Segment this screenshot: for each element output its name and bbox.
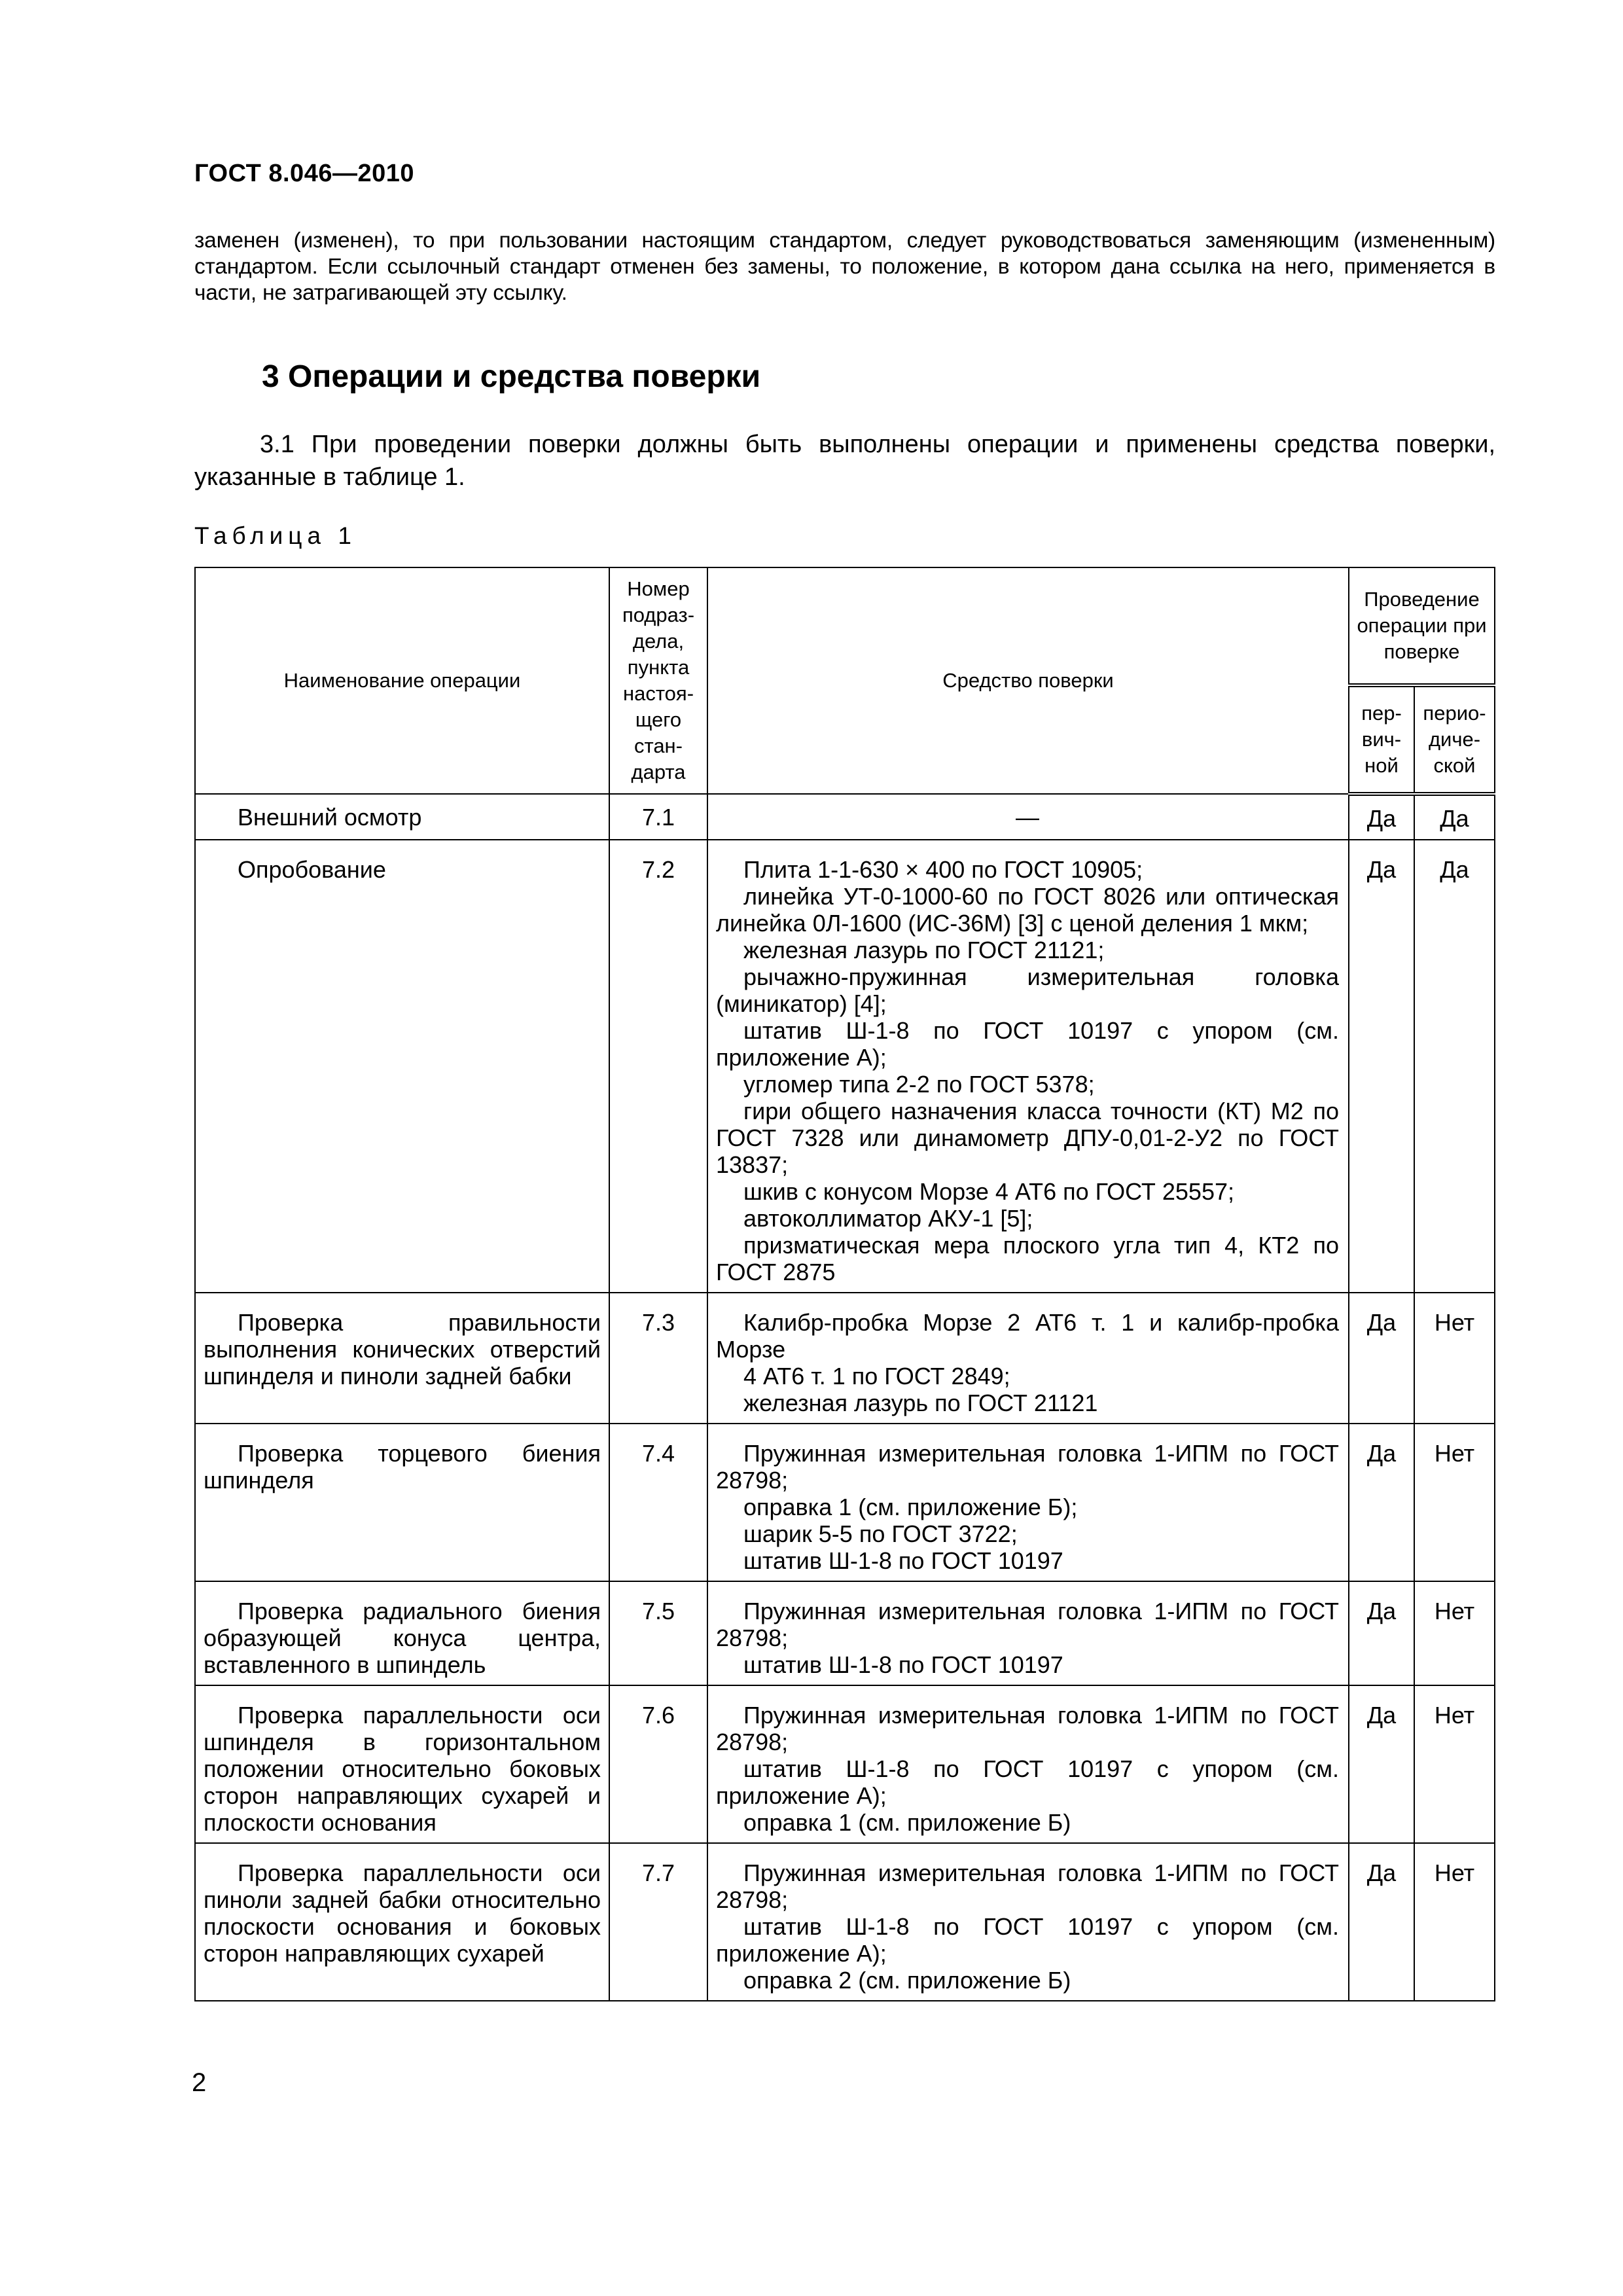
operation-text: Проверка параллельности оси пиноли задней бабки относительно плоскости основания и боковых сторон направляющих сухарей xyxy=(204,1859,601,1967)
header-conduct: Проведение операции при поверке xyxy=(1349,567,1495,685)
means-item: Калибр-пробка Морзе 2 АТ6 т. 1 и калибр-пробка Морзе xyxy=(716,1309,1339,1363)
cell-number: 7.4 xyxy=(609,1424,707,1581)
table-row xyxy=(195,794,1495,840)
means-item: шарик 5-5 по ГОСТ 3722; xyxy=(743,1520,1018,1547)
means-item: линейка УТ-0-1000-60 по ГОСТ 8026 или оптическая линейка 0Л-1600 (ИС-36М) [3] с ценой деления 1 мкм; xyxy=(716,883,1339,937)
cell-means xyxy=(707,1843,1349,2001)
cell-operation xyxy=(195,1843,609,2001)
section-paragraph-text: 3.1 При проведении поверки должны быть выполнены операции и применены средства поверки, указанные в таблице 1. xyxy=(194,431,1495,491)
means-item: штатив Ш-1-8 по ГОСТ 10197 xyxy=(743,1547,1063,1574)
cell-operation xyxy=(195,1293,609,1424)
table-row xyxy=(195,1685,1495,1843)
cell-number: 7.6 xyxy=(609,1685,707,1843)
table-row xyxy=(195,1424,1495,1581)
operation-text: Проверка радиального биения образующей конуса центра, вставленного в шпиндель xyxy=(204,1598,601,1678)
means-item: железная лазурь по ГОСТ 21121; xyxy=(743,937,1105,963)
means-item: штатив Ш-1-8 по ГОСТ 10197 с упором (см. приложение А); xyxy=(716,1017,1339,1071)
cell-means xyxy=(707,794,1349,840)
cell-periodic: Нет xyxy=(1414,1685,1495,1843)
means-item: шкив с конусом Морзе 4 АТ6 по ГОСТ 25557; xyxy=(743,1178,1234,1205)
cell-primary: Да xyxy=(1349,1424,1414,1581)
means-item: Плита 1-1-630 × 400 по ГОСТ 10905; xyxy=(743,856,1143,883)
cell-primary: Да xyxy=(1349,1685,1414,1843)
cell-means xyxy=(707,1424,1349,1581)
cell-operation xyxy=(195,840,609,1293)
means-item: Пружинная измерительная головка 1-ИПМ по ГОСТ 28798; xyxy=(716,1598,1339,1651)
means-item: штатив Ш-1-8 по ГОСТ 10197 с упором (см. приложение А); xyxy=(716,1755,1339,1809)
header-periodic: перио- диче- ской xyxy=(1414,685,1495,794)
means-item: оправка 2 (см. приложение Б) xyxy=(743,1967,1071,1994)
cell-number: 7.7 xyxy=(609,1843,707,2001)
cell-periodic: Нет xyxy=(1414,1293,1495,1424)
means-item: Пружинная измерительная головка 1-ИПМ по ГОСТ 28798; xyxy=(716,1702,1339,1755)
table-row xyxy=(195,840,1495,1293)
means-item: оправка 1 (см. приложение Б) xyxy=(743,1809,1071,1836)
operation-text: Опробование xyxy=(238,856,386,883)
table-row xyxy=(195,1581,1495,1685)
means-item: гири общего назначения класса точности (КТ) M2 по ГОСТ 7328 или динамометр ДПУ-0,01-2-У2 по ГОСТ 13837; xyxy=(716,1098,1339,1178)
header-number: Номер подраз- дела, пункта настоя- щего стан- дарта xyxy=(609,567,707,794)
means-item: — xyxy=(1016,804,1039,831)
cell-periodic: Нет xyxy=(1414,1843,1495,2001)
cell-primary: Да xyxy=(1349,794,1414,840)
cell-operation xyxy=(195,1685,609,1843)
intro-paragraph xyxy=(194,228,1495,306)
means-item: призматическая мера плоского угла тип 4, КТ2 по ГОСТ 2875 xyxy=(716,1232,1339,1285)
table-caption: Таблица 1 xyxy=(194,522,357,549)
table-row xyxy=(195,1843,1495,2001)
cell-number: 7.1 xyxy=(609,794,707,840)
cell-number: 7.3 xyxy=(609,1293,707,1424)
page-number: 2 xyxy=(192,2068,207,2097)
cell-periodic: Да xyxy=(1414,794,1495,840)
cell-means xyxy=(707,840,1349,1293)
header-primary: пер- вич- ной xyxy=(1349,685,1414,794)
means-item: оправка 1 (см. приложение Б); xyxy=(743,1494,1078,1520)
operation-text: Проверка правильности выполнения конических отверстий шпинделя и пиноли задней бабки xyxy=(204,1309,601,1390)
intro-text: заменен (изменен), то при пользовании настоящим стандартом, следует руководствоваться заменяющим (измененным) стандартом. Если ссылочный стандарт отменен без замены, то положение, в котором дана ссылка на него, применяется в части, не затрагивающей эту ссылку. xyxy=(194,228,1495,305)
operation-text: Проверка торцевого биения шпинделя xyxy=(204,1440,601,1494)
means-item: Пружинная измерительная головка 1-ИПМ по ГОСТ 28798; xyxy=(716,1859,1339,1913)
cell-periodic: Нет xyxy=(1414,1424,1495,1581)
operation-text: Проверка параллельности оси шпинделя в горизонтальном положении относительно боковых сторон направляющих сухарей и плоскости основания xyxy=(204,1702,601,1836)
table-row xyxy=(195,1293,1495,1424)
section-paragraph xyxy=(194,428,1495,493)
means-item: рычажно-пружинная измерительная головка (миникатор) [4]; xyxy=(716,963,1339,1017)
section-heading: 3 Операции и средства поверки xyxy=(262,359,761,394)
header-means: Средство поверки xyxy=(707,567,1349,794)
cell-means xyxy=(707,1581,1349,1685)
means-item: 4 АТ6 т. 1 по ГОСТ 2849; xyxy=(743,1363,1010,1390)
cell-primary: Да xyxy=(1349,1581,1414,1685)
table-body xyxy=(195,794,1495,2001)
cell-means xyxy=(707,1685,1349,1843)
means-item: штатив Ш-1-8 по ГОСТ 10197 xyxy=(743,1651,1063,1678)
document-code: ГОСТ 8.046—2010 xyxy=(194,160,414,187)
means-item: железная лазурь по ГОСТ 21121 xyxy=(743,1390,1098,1416)
cell-operation xyxy=(195,794,609,840)
cell-number: 7.5 xyxy=(609,1581,707,1685)
header-operation: Наименование операции xyxy=(195,567,609,794)
cell-primary: Да xyxy=(1349,1293,1414,1424)
cell-means xyxy=(707,1293,1349,1424)
cell-periodic: Да xyxy=(1414,840,1495,1293)
cell-operation xyxy=(195,1424,609,1581)
means-item: штатив Ш-1-8 по ГОСТ 10197 с упором (см. приложение А); xyxy=(716,1913,1339,1967)
cell-primary: Да xyxy=(1349,1843,1414,2001)
operations-table xyxy=(194,567,1495,2001)
means-item: Пружинная измерительная головка 1-ИПМ по ГОСТ 28798; xyxy=(716,1440,1339,1494)
cell-operation xyxy=(195,1581,609,1685)
means-item: угломер типа 2-2 по ГОСТ 5378; xyxy=(743,1071,1095,1098)
cell-number: 7.2 xyxy=(609,840,707,1293)
cell-primary: Да xyxy=(1349,840,1414,1293)
operation-text: Внешний осмотр xyxy=(238,804,422,831)
cell-periodic: Нет xyxy=(1414,1581,1495,1685)
means-item: автоколлиматор АКУ-1 [5]; xyxy=(743,1205,1033,1232)
